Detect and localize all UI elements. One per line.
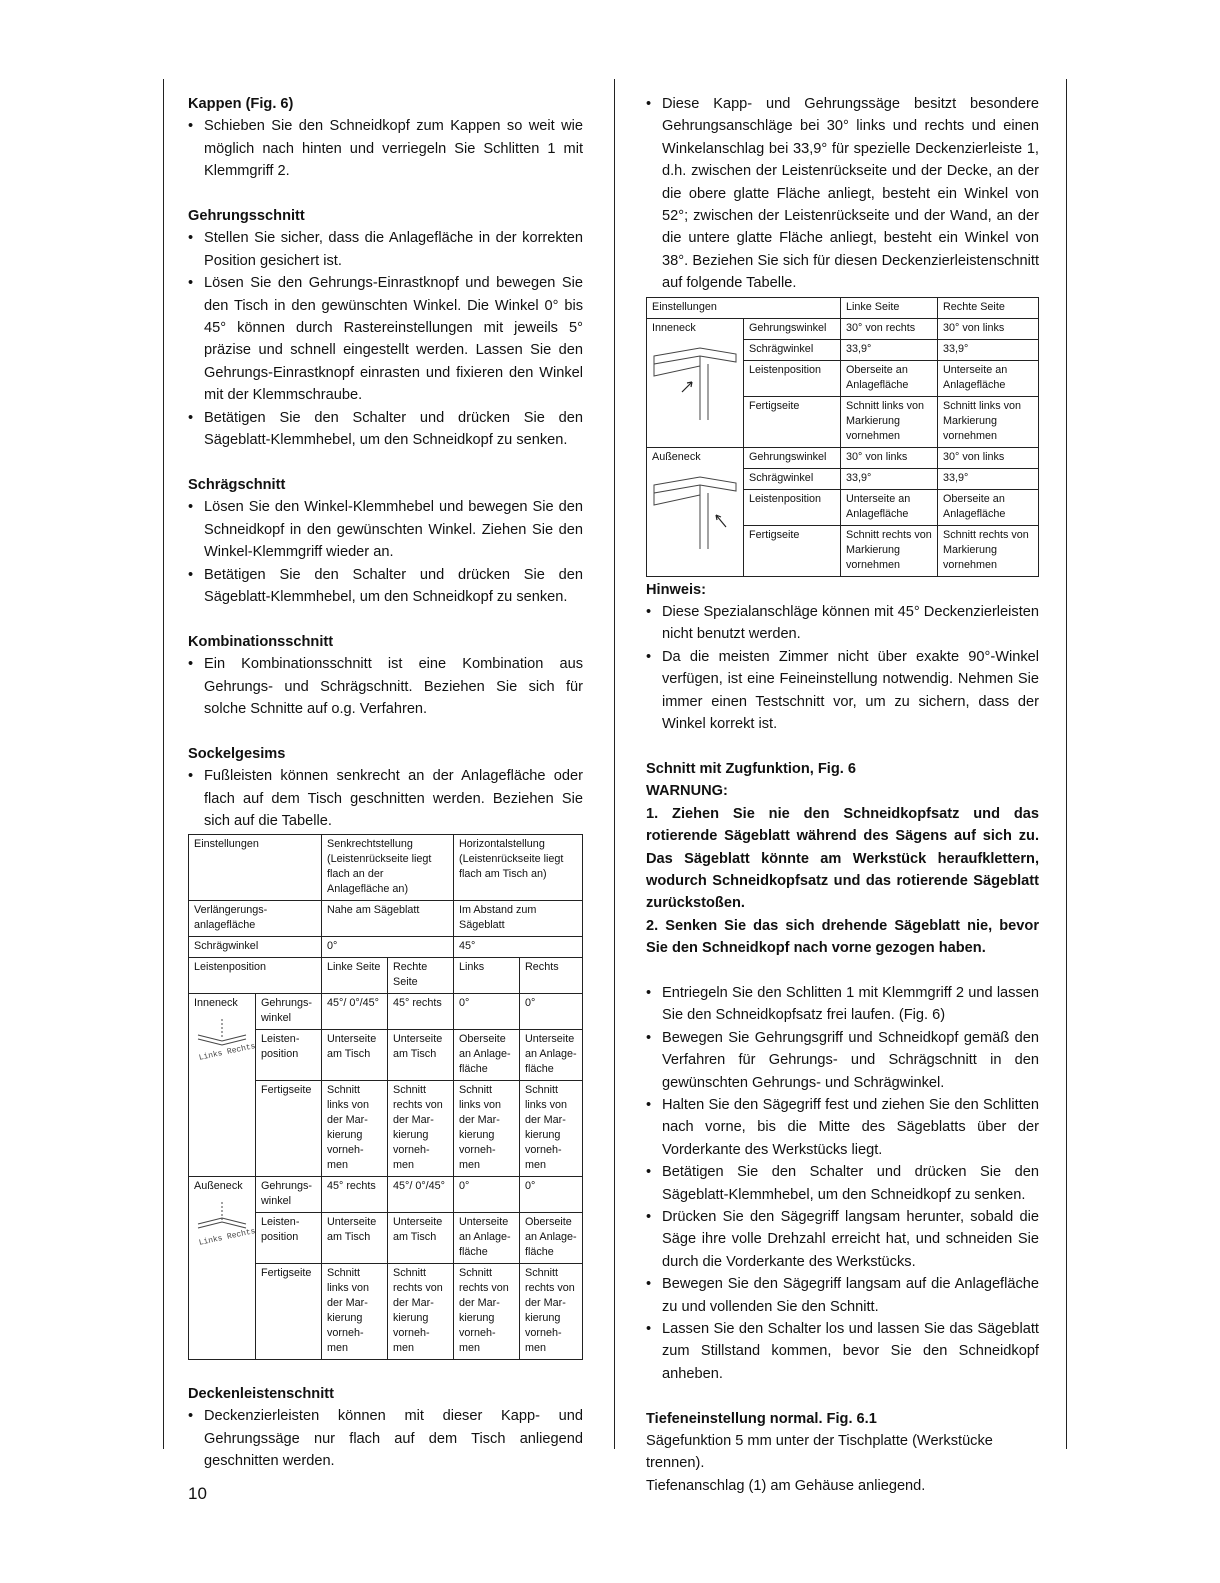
table-cell: Im Abstand zum Sägeblatt: [454, 901, 583, 937]
table-cell: Leistenposition: [744, 360, 841, 396]
table-cell: Rechts: [520, 958, 583, 994]
table-cell: Schnitt rechts von Markierung vornehmen: [938, 525, 1039, 576]
bullet-item: • Ein Kombinationsschnitt ist eine Kombination aus Gehrungs- und Schrägschnitt. Beziehen Sie sich für solche Schnitte auf o.g. Verfahren.: [188, 653, 583, 720]
table-cell: Schnitt links von Markierung vornehmen: [938, 396, 1039, 447]
right-margin-rule: [1066, 79, 1067, 1449]
table-cell: Horizontalstellung (Leistenrückseite liegt flach am Tisch an): [454, 835, 583, 901]
left-column: [188, 93, 583, 1472]
table-cell: Gehrungswinkel: [744, 447, 841, 468]
table-cell: Schnitt links von der Mar-kierung vorneh-men: [322, 1264, 388, 1360]
bullet-item: • Drücken Sie den Sägegriff langsam herunter, sobald die Säge ihre volle Drehzahl erreicht hat, und schneiden Sie durch die Vorderkante des Werkstücks.: [646, 1206, 1039, 1273]
table-cell: 33,9°: [938, 339, 1039, 360]
table-cell: 30° von links: [938, 318, 1039, 339]
warning-text-2: 2. Senken Sie das sich drehende Sägeblatt nie, bevor Sie den Schneidkopf nach vorne gezogen haben.: [646, 917, 1039, 957]
bullet-item: • Betätigen Sie den Schalter und drücken Sie den Sägeblatt-Klemmhebel, um den Schneidkopf zu senken.: [646, 1161, 1039, 1206]
section-heading-kappen: Kappen (Fig. 6): [188, 96, 294, 112]
bullet-item: • Diese Kapp- und Gehrungssäge besitzt besondere Gehrungsanschläge bei 30° links und rechts und einen Winkelanschlag bei 33,9° für spezielle Deckenzierleiste 1, d.h. zwischen der Leistenrückseite und der Decke, an der die obere glatte Fläche anliegt, besteht ein Winkel von 52°; zwischen der Leistenrückseite und der Wand, an der die untere glatte Fläche anliegt, besteht ein Winkel von 38°. Beziehen Sie sich für diesen Deckenzierleistenschnitt auf folgende Tabelle.: [646, 93, 1039, 295]
table-cell: 0°: [520, 1177, 583, 1213]
table-cell: Schrägwinkel: [744, 339, 841, 360]
table-cell: 33,9°: [841, 339, 938, 360]
table-cell: Unterseite am Tisch: [322, 1030, 388, 1081]
bullet-item: • Lösen Sie den Winkel-Klemmhebel und bewegen Sie den Schneidkopf in den gewünschten Winkel. Ziehen Sie den Winkel-Klemmgriff wieder an.: [188, 496, 583, 563]
aussen-molding-figure: [652, 471, 738, 549]
table-cell: 45°/ 0°/45°: [388, 1177, 454, 1213]
section-heading-deckenleistenschnitt: Deckenleistenschnitt: [188, 1385, 334, 1402]
warning-label: WARNUNG:: [646, 783, 728, 800]
table-cell: Einstellungen: [189, 835, 322, 901]
table-cell: 33,9°: [938, 468, 1039, 489]
bullet-item: • Schieben Sie den Schneidkopf zum Kappen so weit wie möglich nach hinten und verriegeln Sie Schlitten 1 mit Klemmgriff 2.: [188, 115, 583, 182]
table-cell: Verlängerungs-anlagefläche: [189, 901, 322, 937]
figure-label: Links Rechts: [198, 1042, 257, 1064]
table-cell: 45°: [454, 937, 583, 958]
table-cell: 0°: [322, 937, 454, 958]
spacer: [646, 960, 1039, 982]
section-heading-hinweis: Hinweis:: [646, 581, 707, 598]
table-cell: Schnitt links von der Mar-kierung vorneh-men: [454, 1081, 520, 1177]
paragraph: Tiefenanschlag (1) am Gehäuse anliegend.: [646, 1477, 926, 1494]
bullet-item: • Betätigen Sie den Schalter und drücken Sie den Sägeblatt-Klemmhebel, um den Schneidkopf zu senken.: [188, 407, 583, 452]
table-cell: Oberseite an Anlage-fläche: [454, 1030, 520, 1081]
table-cell: Unterseite am Tisch: [322, 1213, 388, 1264]
table-cell: Gehrungs-winkel: [256, 994, 322, 1030]
bullet-item: • Bewegen Sie Gehrungsgriff und Schneidkopf gemäß den Verfahren für Gehrungs- und Schrägschnitt in den gewünschten Gehrungs- und Schrägwinkel.: [646, 1027, 1039, 1094]
bullet-item: • Betätigen Sie den Schalter und drücken Sie den Sägeblatt-Klemmhebel, um den Schneidkopf zu senken.: [188, 564, 583, 609]
table-cell: 0°: [454, 1177, 520, 1213]
figure-label: Links Rechts: [198, 1227, 257, 1249]
bullet-item: • Stellen Sie sicher, dass die Anlagefläche in der korrekten Position gesichert ist.: [188, 227, 583, 272]
bullet-item: • Lösen Sie den Gehrungs-Einrastknopf und bewegen Sie den Tisch in den gewünschten Winkel. Die Winkel 0° bis 45° können durch Rastereinstellungen mit jeweils 5° präzise und schnell eingestellt werden. Lassen Sie den Gehrungs-Einrastknopf einrasten und fixieren den Winkel mit der Klemmschraube.: [188, 272, 583, 406]
table-cell-inneneck: [189, 994, 256, 1177]
table-cell: Schnitt links von der Mar-kierung vorneh-men: [322, 1081, 388, 1177]
sockelgesims-table: [188, 834, 583, 1360]
table-cell: Links: [454, 958, 520, 994]
table-cell: 0°: [520, 994, 583, 1030]
section-heading-sockelgesims: Sockelgesims: [188, 745, 286, 762]
bullet-item: • Bewegen Sie den Sägegriff langsam auf die Anlagefläche zu und vollenden Sie den Schnitt.: [646, 1273, 1039, 1318]
section-heading-zugfunktion: Schnitt mit Zugfunktion, Fig. 6: [646, 760, 856, 777]
table-cell: Fertigseite: [744, 525, 841, 576]
left-margin-rule: [163, 79, 164, 1449]
table-cell: Schrägwinkel: [189, 937, 322, 958]
table-cell: Oberseite an Anlagefläche: [938, 489, 1039, 525]
inneneck-corner-figure: [194, 1017, 257, 1064]
table-cell: Gehrungswinkel: [744, 318, 841, 339]
table-cell: Unterseite an Anlagefläche: [938, 360, 1039, 396]
center-divider-rule: [614, 79, 615, 1449]
table-cell: Unterseite am Tisch: [388, 1213, 454, 1264]
table-cell: Unterseite an Anlagefläche: [841, 489, 938, 525]
table-cell: Nahe am Sägeblatt: [322, 901, 454, 937]
table-cell: Schnitt rechts von Markierung vornehmen: [841, 525, 938, 576]
table-cell: Leistenposition: [189, 958, 322, 994]
table-cell: Oberseite an Anlage-fläche: [520, 1213, 583, 1264]
table-cell: Einstellungen: [647, 297, 841, 318]
table-cell: 30° von rechts: [841, 318, 938, 339]
section-heading-gehrungsschnitt: Gehrungsschnitt: [188, 208, 305, 225]
inneneck-molding-figure: [652, 342, 738, 420]
bullet-item: • Lassen Sie den Schalter los und lassen Sie das Sägeblatt zum Stillstand kommen, bevor Sie den Schneidkopf anheben.: [646, 1318, 1039, 1385]
table-cell: Fertigseite: [256, 1264, 322, 1360]
table-cell: Gehrungs-winkel: [256, 1177, 322, 1213]
table-cell: 33,9°: [841, 468, 938, 489]
table-cell: Schnitt rechts von der Mar-kierung vorneh-men: [388, 1264, 454, 1360]
table-cell: Linke Seite: [841, 297, 938, 318]
bullet-item: • Halten Sie den Sägegriff fest und ziehen Sie den Schlitten nach vorne, bis die Mitte des Sägeblatts über der Vorderkante des Werkstücks liegt.: [646, 1094, 1039, 1161]
table-cell: Leistenposition: [744, 489, 841, 525]
section-heading-kombinationsschnitt: Kombinationsschnitt: [188, 633, 334, 650]
table-cell: Schnitt rechts von der Mar-kierung vorneh-men: [454, 1264, 520, 1360]
section-heading-schraegschnitt: Schrägschnitt: [188, 476, 286, 493]
warning-text-1: 1. Ziehen Sie nie den Schneidkopfsatz und das rotierende Sägeblatt während des Sägens auf sich zu. Das Sägeblatt könnte am Werkstück heraufklettern, wodurch Schneidkopfsatz und das rotierende Sägeblatt zurückstoßen.: [646, 805, 1039, 912]
table-cell: Senkrechtstellung (Leistenrückseite liegt flach an der Anlagefläche an): [322, 835, 454, 901]
paragraph: Sägefunktion 5 mm unter der Tischplatte (Werkstücke trennen).: [646, 1433, 993, 1472]
deckenleisten-table: [646, 297, 1039, 577]
table-cell: 0°: [454, 994, 520, 1030]
table-cell: Linke Seite: [322, 958, 388, 994]
page-number: 10: [188, 1484, 207, 1503]
table-cell: Unterseite an Anlage-fläche: [520, 1030, 583, 1081]
bullet-item: • Fußleisten können senkrecht an der Anlagefläche oder flach auf dem Tisch geschnitten werden. Beziehen Sie sich auf die Tabelle.: [188, 765, 583, 832]
right-column: [646, 93, 1039, 1497]
table-cell-aussen: [647, 447, 744, 576]
table-cell: Fertigseite: [256, 1081, 322, 1177]
table-cell: Rechte Seite: [938, 297, 1039, 318]
aussen-corner-figure: [194, 1200, 257, 1249]
table-cell: Schnitt rechts von der Mar-kierung vorneh-men: [388, 1081, 454, 1177]
row-label: Außeneck: [194, 1180, 243, 1193]
section-heading-tiefeneinstellung: Tiefeneinstellung normal. Fig. 6.1: [646, 1410, 877, 1427]
bullet-item: • Entriegeln Sie den Schlitten 1 mit Klemmgriff 2 und lassen Sie den Schneidkopfsatz frei laufen. (Fig. 6): [646, 982, 1039, 1027]
table-cell: 30° von links: [938, 447, 1039, 468]
row-label: Außeneck: [652, 450, 701, 463]
table-cell: 45°/ 0°/45°: [322, 994, 388, 1030]
table-cell: Fertigseite: [744, 396, 841, 447]
table-cell: Unterseite an Anlage-fläche: [454, 1213, 520, 1264]
table-cell-aussen: [189, 1177, 256, 1360]
table-cell: Leisten-position: [256, 1030, 322, 1081]
bullet-item: • Diese Spezialanschläge können mit 45° Deckenzierleisten nicht benutzt werden.: [646, 601, 1039, 646]
bullet-item: • Da die meisten Zimmer nicht über exakte 90°-Winkel verfügen, ist eine Feineinstellung notwendig. Nehmen Sie immer einen Testschnitt vor, um zu sichern, dass der Winkel korrekt ist.: [646, 646, 1039, 736]
table-cell: Unterseite am Tisch: [388, 1030, 454, 1081]
table-cell: 45° rechts: [322, 1177, 388, 1213]
row-label: Inneneck: [194, 997, 238, 1010]
table-cell: 45° rechts: [388, 994, 454, 1030]
table-cell: Schnitt rechts von der Mar-kierung vorneh-men: [520, 1264, 583, 1360]
bullet-item: • Deckenzierleisten können mit dieser Kapp- und Gehrungssäge nur flach auf dem Tisch anliegend geschnitten werden.: [188, 1405, 583, 1472]
table-cell: Schrägwinkel: [744, 468, 841, 489]
row-label: Inneneck: [652, 321, 696, 334]
table-cell: Schnitt links von Markierung vornehmen: [841, 396, 938, 447]
table-cell: Rechte Seite: [388, 958, 454, 994]
table-cell-inneneck: [647, 318, 744, 447]
table-cell: Schnitt links von der Mar-kierung vorneh-men: [520, 1081, 583, 1177]
table-cell: 30° von links: [841, 447, 938, 468]
table-cell: Oberseite an Anlagefläche: [841, 360, 938, 396]
table-cell: Leisten-position: [256, 1213, 322, 1264]
